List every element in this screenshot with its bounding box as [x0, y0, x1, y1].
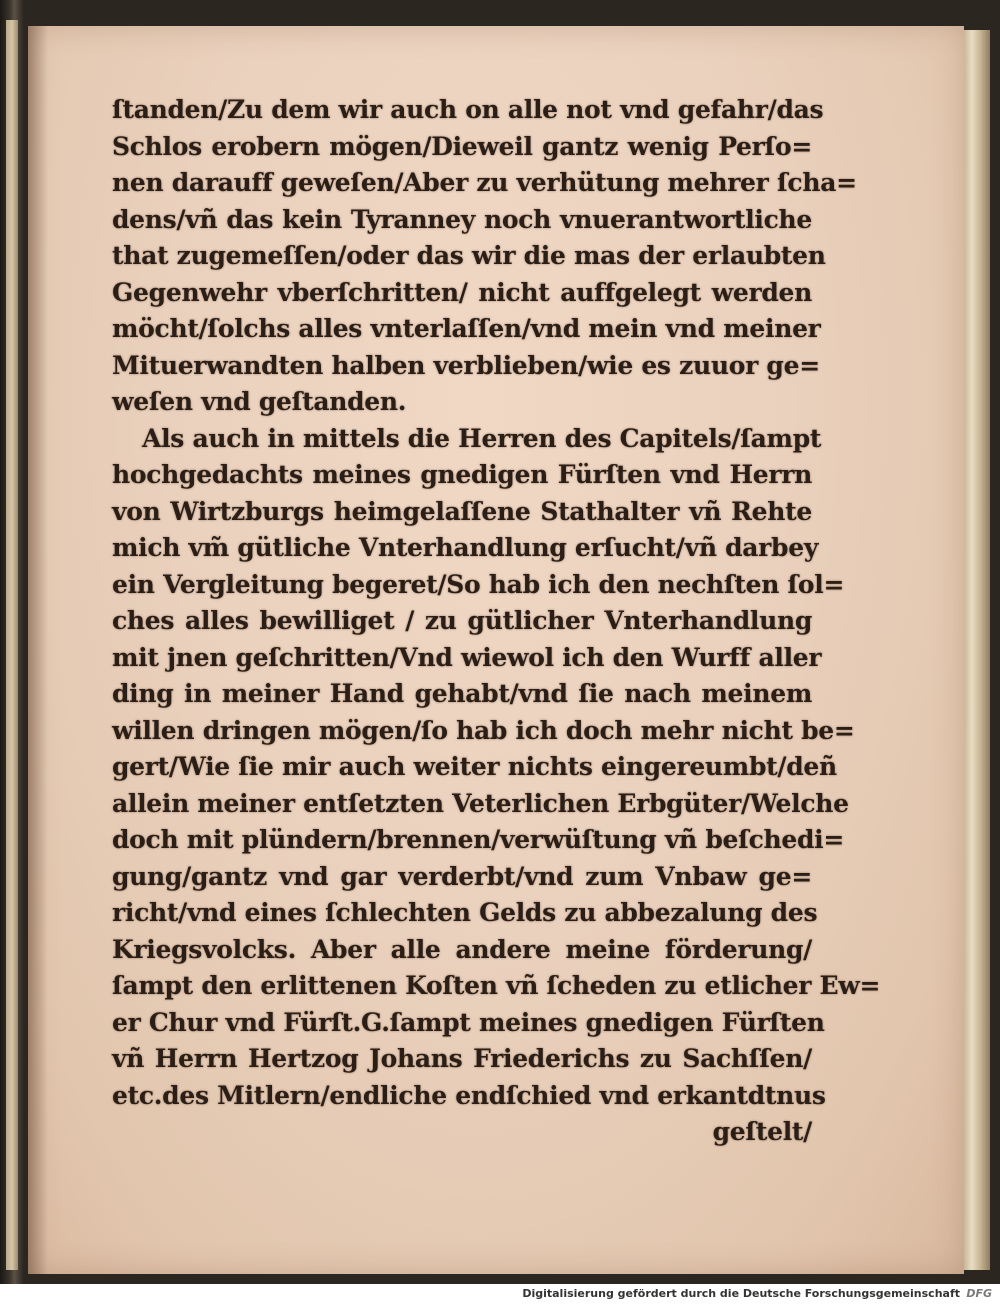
text-line: ſtanden/Zu dem wir auch on alle not vnd gefahr/das [112, 95, 824, 124]
text-line: Als auch in mittels die Herren des Capitels/ſampt [142, 423, 822, 453]
catchword: geſtelt/ [712, 1117, 812, 1146]
dfg-logo: DFG [966, 1287, 992, 1300]
left-page-edge [6, 20, 18, 1270]
text-line: dens/vñ das kein Tyranney noch vnuerantwortliche [112, 204, 812, 234]
text-line: vñ Herrn Hertzog Johans Friederichs zu Sachſſen/ [112, 1044, 812, 1073]
text-line: gert/Wie ſie mir auch weiter nichts eingereumbt/deñ [112, 752, 837, 781]
text-line: mich vm̃ gütliche Vnterhandlung erſucht/vñ darbey [112, 533, 819, 562]
text-line: weſen vnd geſtanden. [112, 387, 407, 416]
text-line: Mituerwandten halben verblieben/wie es zuuor ge= [112, 350, 820, 380]
text-line: möcht/ſolchs alles vnterlaſſen/vnd mein vnd meiner [112, 314, 821, 343]
text-line: mit jnen geſchritten/Vnd wiewol ich den Wurff aller [112, 642, 822, 672]
text-line: gung/gantz vnd gar verderbt/vnd zum Vnbaw ge= [112, 861, 812, 891]
text-line: etc.des Mitlern/endliche endſchied vnd erkantdtnus [112, 1080, 826, 1110]
text-line: nen darauff geweſen/Aber zu verhütung mehrer ſcha= [112, 168, 857, 197]
footer-credit: Digitalisierung gefördert durch die Deutsche Forschungsgemeinschaft [522, 1287, 960, 1300]
text-line: er Chur vnd Fürſt.G.ſampt meines gnedigen Fürſten [112, 1007, 825, 1037]
text-line: allein meiner entſetzten Veterlichen Erbgüter/Welche [112, 788, 849, 818]
page-text [112, 92, 881, 1151]
text-line: doch mit plündern/brennen/verwüſtung vñ beſchedi= [112, 825, 844, 854]
text-line: von Wirtzburgs heimgelaſſene Stathalter vñ Rehte [112, 496, 812, 526]
text-line: Schlos erobern mögen/Dieweil gantz wenig Perſo= [112, 131, 812, 161]
text-line: ſampt den erlittenen Koſten vñ ſcheden zu etlicher Ew= [112, 971, 881, 1000]
text-line: hochgedachts meines gnedigen Fürſten vnd Herrn [112, 460, 812, 489]
text-line: ches alles bewilliget / zu gütlicher Vnterhandlung [112, 606, 812, 635]
text-line: richt/vnd eines ſchlechten Gelds zu abbezalung des [112, 898, 818, 927]
text-line: ding in meiner Hand gehabt/vnd ſie nach meinem [112, 679, 812, 708]
gutter-shadow [28, 26, 48, 1274]
text-line: Kriegsvolcks. Aber alle andere meine förderung/ [112, 934, 812, 964]
text-line: ein Vergleitung begeret/So hab ich den nechſten ſol= [112, 569, 845, 599]
text-line: willen dringen mögen/ſo hab ich doch mehr nicht be= [112, 715, 855, 745]
text-line: that zugemeſſen/oder das wir die mas der erlaubten [112, 241, 826, 270]
text-line: Gegenwehr vberſchritten/ nicht auffgelegt werden [112, 277, 812, 307]
page-stack-edge [964, 30, 990, 1270]
